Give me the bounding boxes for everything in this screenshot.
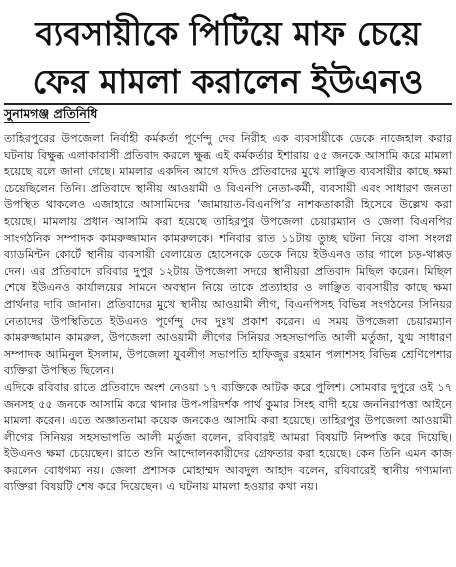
article-paragraph-2: এদিকে রবিবার রাতে প্রতিবাদে অংশ নেওয়া ১৭ ব্যক্তিকে আটক করে পুলিশ। সোমবার দুপুরে ওই ১৭ জনসহ ৫৫ জনকে আসামি করে থানার উপ-পরিদর্শক পার্থ কুমার সিংহ বাদী হয়ে জননিরাপত্তা আইনে মামলা করেন। এতে অজ্ঞাতনামা কয়েক জনকেও আসামি করা হয়েছে। তাহিরপুর উপজেলা আওয়ামী লীগের সিনিয়র সহসভাপতি আলী মর্তুজা বলেন, রবিবারই আমরা বিষয়টি নিষ্পত্তি করে দিয়েছি। ইউএনও ক্ষমা চেয়েছেন। রাতে শুনি আন্দোলনকারীদের গ্রেফতার করা হয়েছে। কেন তিনি এমন কাজ করলেন বোধগম্য নয়। জেলা প্রশাসক মোহাম্মদ আবদুল আহাদ বলেন, রবিবারেই স্থানীয় গণ্যমান্য ব্যক্তিরা বিষয়টি শেষ করে দিয়েছেন। এ ঘটনায় মামলা হওয়ার কথা নয়।	[4, 380, 452, 494]
article-body	[4, 131, 452, 567]
clipped-previous-line	[0, 0, 456, 8]
headline-line-2: ফের মামলা করালেন ইউএনও	[32, 62, 424, 101]
article-paragraph-1: তাহিরপুরের উপজেলা নির্বাহী কর্মকর্তা পূর্ণেন্দু দেব নিরীহ এক ব্যবসায়ীকে ডেকে নাজেহাল করার ঘটনায় বিক্ষুব্ধ এলাকাবাসী প্রতিবাদ করলে ক্ষুব্ধ এই কর্মকর্তার ইশারায় ৫৫ জনকে আসামি করে মামলা হয়েছে বলে জানা গেছে। মামলার একদিন আগে যদিও প্রতিবাদের মুখে লাঞ্ছিত ব্যবসায়ীর কাছে ক্ষমা চেয়েছিলেন তিনি। প্রতিবাদে স্থানীয় আওয়ামী ও বিএনপি নেতা-কর্মী, ব্যবসায়ী এবং সাধারণ জনতা উপস্থিত থাকলেও এজাহারে আসামিদের ‘জামায়াত-বিএনপি’র নাশকতাকারী হিসেবে উল্লেখ করা হয়েছে। মামলায় প্রধান আসামি করা হয়েছে তাহিরপুর উপজেলা চেয়ারম্যান ও জেলা বিএনপির সাংগঠনিক সম্পাদক কামরুজ্জামান কামরুলকে। শনিবার রাত ১১টায় তুচ্ছ ঘটনা নিয়ে বাসা সংলগ্ন ব্যাডমিন্টন কোর্টে স্থানীয় ব্যবসায়ী বেলায়েত হোসেনকে ডেকে নিয়ে ইউএনও তার গালে চড়-থাপ্পড় দেন। এর প্রতিবাদে রবিবার দুপুর ১২টায় উপজেলা সদরে স্থানীয়রা প্রতিবাদ মিছিল করেন। মিছিল শেষে ইউএনও কার্যালয়ের সামনে অবস্থান নিয়ে তাকে প্রত্যাহার ও লাঞ্ছিত ব্যবসায়ীর কাছে ক্ষমা প্রার্থনার দাবি জানান। প্রতিবাদের মুখে স্থানীয় আওয়ামী লীগ, বিএনপিসহ বিভিন্ন সংগঠনের সিনিয়র নেতাদের উপস্থিতিতে ইউএনও পূর্ণেন্দু দেব দুঃখ প্রকাশ করেন। এ সময় উপজেলা চেয়ারম্যান কামরুজ্জামান কামরুল, উপজেলা আওয়ামী লীগের সিনিয়র সহসভাপতি আলী মর্তুজা, যুগ্ম সাধারণ সম্পাদক আমিনুল ইসলাম, উপজেলা যুবলীগ সভাপতি হাফিজুর রহমান পলাশসহ বিভিন্ন শ্রেণিপেশার ব্যক্তিরা উপস্থিত ছিলেন।	[4, 132, 452, 378]
headline-line-1: ব্যবসায়ীকে পিটিয়ে মাফ চেয়ে	[35, 14, 421, 53]
byline: সুনামগঞ্জ প্রতিনিধি	[4, 106, 98, 121]
byline-underline	[4, 122, 90, 123]
